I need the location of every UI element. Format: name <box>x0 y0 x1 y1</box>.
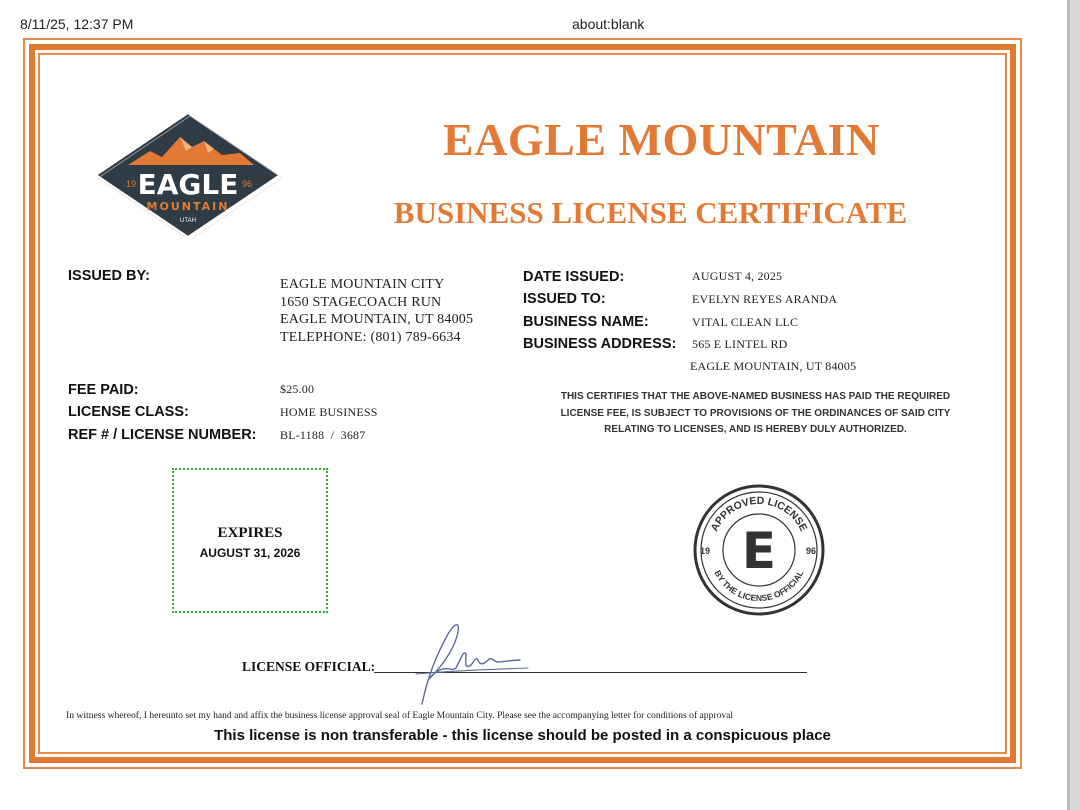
license-class-label: LICENSE CLASS: <box>68 404 189 420</box>
fee-paid-label: FEE PAID: <box>68 382 139 398</box>
seal-year-left: 19 <box>700 546 711 556</box>
business-address-line2: EAGLE MOUNTAIN, UT 84005 <box>690 359 857 373</box>
date-issued-value: AUGUST 4, 2025 <box>692 269 783 283</box>
expires-label: EXPIRES <box>217 525 283 541</box>
license-official-label: LICENSE OFFICIAL: <box>242 659 376 674</box>
fee-paid-value: $25.00 <box>280 382 315 396</box>
expiration-box <box>172 468 328 613</box>
issued-to-value: EVELYN REYES ARANDA <box>692 292 838 306</box>
print-date: 8/11/25, 12:37 PM <box>20 16 134 32</box>
business-name-label: BUSINESS NAME: <box>523 314 649 330</box>
scrollbar[interactable] <box>1067 0 1080 810</box>
certification-statement: THIS CERTIFIES THAT THE ABOVE-NAMED BUSINESS HAS PAID THE REQUIRED LICENSE FEE, IS SUBJECT TO PROVISIONS OF THE ORDINANCES OF SAID CITY RELATING TO LICENSES, AND IS HEREBY DULY AUTHORIZED. <box>560 391 951 435</box>
city-title: EAGLE MOUNTAIN <box>443 114 880 165</box>
issued-by-label: ISSUED BY: <box>68 268 150 284</box>
license-number-value: BL-1188 / 3687 <box>280 428 366 442</box>
business-name-value: VITAL CLEAN LLC <box>692 315 799 329</box>
seal-top-text: APPROVED LICENSE <box>708 494 810 534</box>
logo-year-right: 96 <box>242 179 253 189</box>
seal-letter: E <box>741 522 777 580</box>
logo-word-mountain: MOUNTAIN <box>146 200 230 213</box>
print-url: about:blank <box>572 16 645 32</box>
official-signature <box>408 616 538 708</box>
issued-by-line2: 1650 STAGECOACH RUN <box>280 294 442 310</box>
seal-bottom-text: BY THE LICENSE OFFICIAL <box>712 568 806 604</box>
certificate-title: BUSINESS LICENSE CERTIFICATE <box>393 195 908 230</box>
logo-state: UTAH <box>180 218 196 224</box>
business-address-line1: 565 E LINTEL RD <box>692 337 788 351</box>
license-class-value: HOME BUSINESS <box>280 405 378 419</box>
issued-by-address <box>280 276 473 346</box>
seal-year-right: 96 <box>806 546 817 556</box>
business-address-label: BUSINESS ADDRESS: <box>523 336 677 352</box>
issued-by-line4: TELEPHONE: (801) 789-6634 <box>280 329 461 345</box>
logo-year-left: 19 <box>126 179 137 189</box>
eagle-mountain-logo <box>88 111 288 239</box>
approved-license-seal <box>691 482 827 618</box>
witness-statement: In witness whereof, I hereunto set my hand and affix the business license approval seal of Eagle Mountain City. Please see the accompanying letter for conditions of approval <box>66 710 734 721</box>
license-number-label: REF # / LICENSE NUMBER: <box>68 427 257 443</box>
expires-date: AUGUST 31, 2026 <box>199 546 301 560</box>
logo-word-eagle: EAGLE <box>137 168 239 201</box>
issued-by-line3: EAGLE MOUNTAIN, UT 84005 <box>280 312 474 327</box>
non-transferable-notice: This license is non transferable - this license should be posted in a conspicuous place <box>214 727 831 744</box>
date-issued-label: DATE ISSUED: <box>523 269 625 285</box>
issued-by-line1: EAGLE MOUNTAIN CITY <box>280 277 445 292</box>
license-certificate <box>23 38 1022 769</box>
issued-to-label: ISSUED TO: <box>523 291 606 307</box>
